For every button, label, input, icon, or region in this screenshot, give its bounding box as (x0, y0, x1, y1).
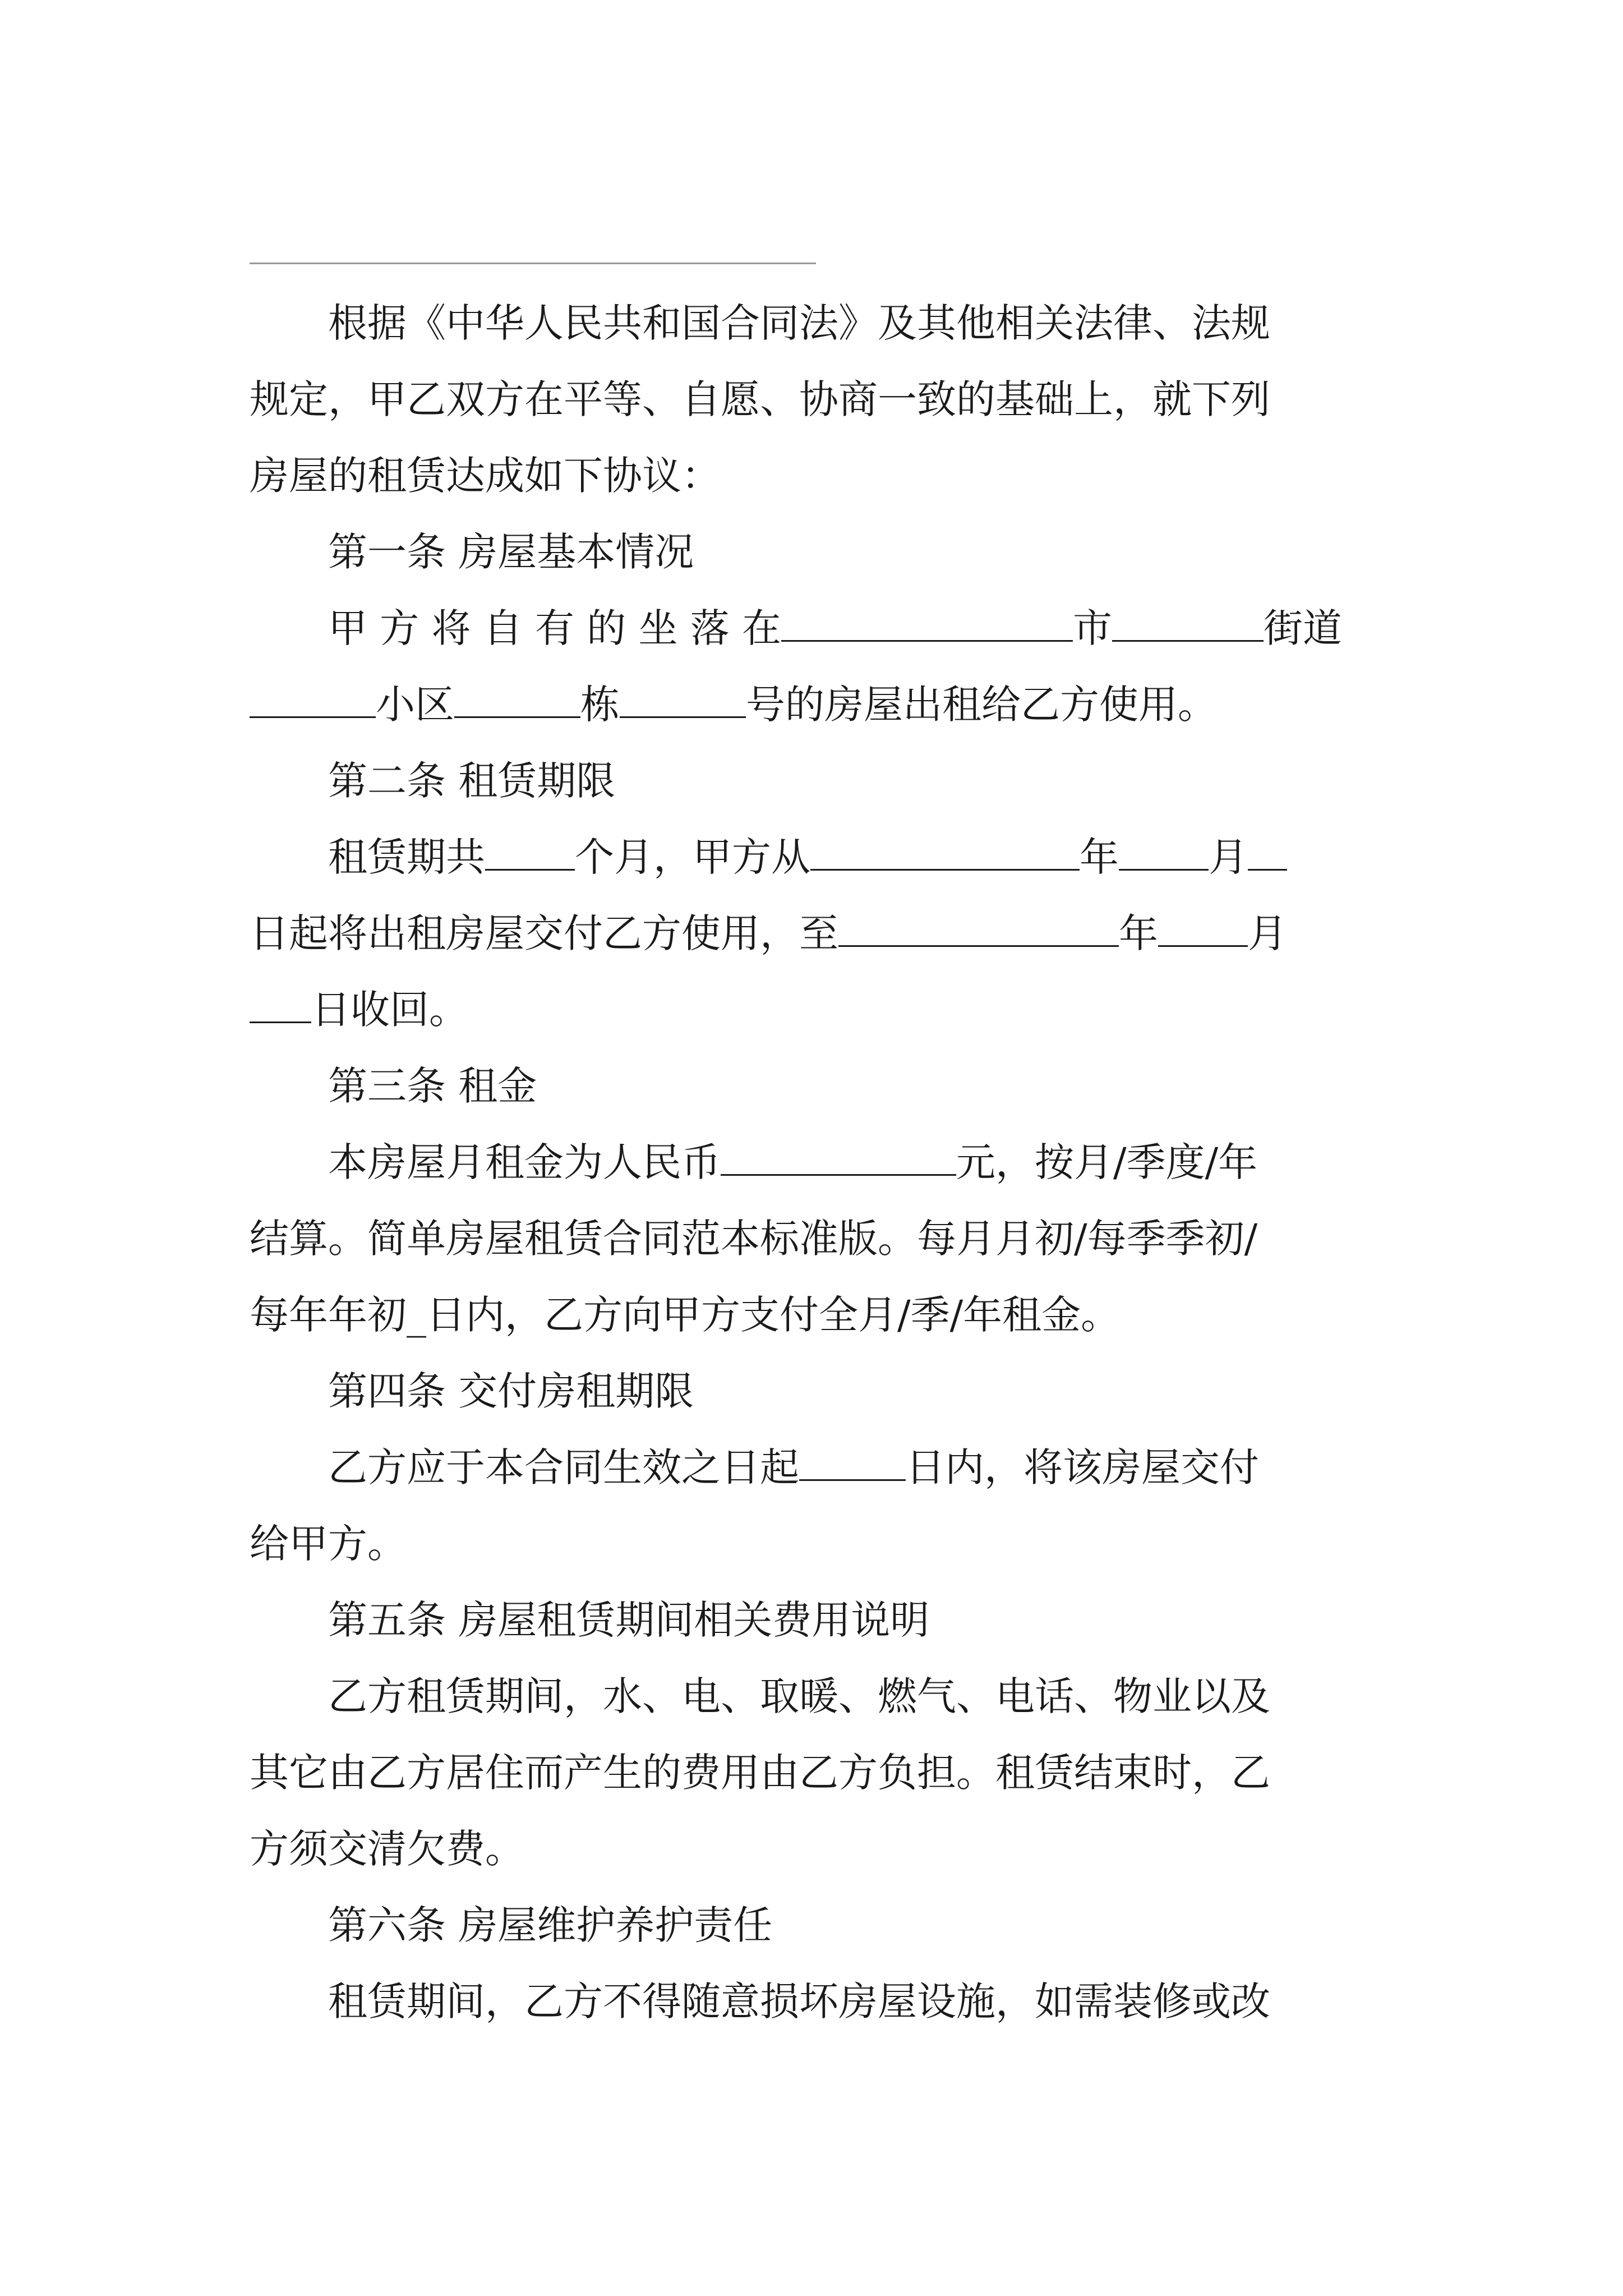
text-segment: 房屋的租赁达成如下协议： (250, 453, 721, 499)
text-segment: 日起将出租房屋交付乙方使用，至 (250, 910, 838, 956)
fill-blank-building (620, 683, 746, 718)
fill-blank-days (799, 1446, 906, 1481)
text-segment: 甲 方 将 自 有 的 坐 落 在 (250, 605, 782, 651)
text-line (250, 830, 1388, 884)
text-segment: 每年年初_日内，乙方向甲方支付全月/季/年租金。 (250, 1292, 1121, 1338)
text-segment: 规定，甲乙双方在平等、自愿、协商一致的基础上，就下列 (250, 376, 1270, 422)
text-line (250, 1517, 1388, 1571)
text-line (250, 1975, 1388, 2028)
text-segment: 其它由乙方居住而产生的费用由乙方负担。租赁结束时，乙 (250, 1750, 1270, 1796)
article-heading (250, 1364, 1388, 1418)
text-line (250, 1212, 1388, 1266)
fill-blank-community (454, 683, 580, 718)
text-line (250, 1441, 1388, 1494)
text-segment: 第二条 租赁期限 (250, 758, 616, 804)
text-segment: 根据《中华人民共和国合同法》及其他相关法律、法规 (250, 300, 1270, 346)
text-segment: 栋 (580, 682, 620, 728)
text-segment: 街道 (1264, 605, 1343, 651)
text-segment: 租赁期共 (250, 834, 485, 880)
fill-blank-end-day (250, 988, 311, 1023)
text-segment: 第六条 房屋维护养护责任 (250, 1902, 773, 1948)
text-segment: 年 (1119, 910, 1158, 956)
text-segment: 日收回。 (311, 987, 468, 1033)
text-segment: 日内，将该房屋交付 (906, 1444, 1259, 1490)
fill-blank-months (485, 835, 575, 871)
text-segment: 乙方应于本合同生效之日起 (250, 1444, 799, 1490)
fill-blank-city (781, 606, 1073, 642)
text-segment: 本房屋月租金为人民币 (250, 1139, 721, 1185)
text-segment: 月 (1209, 834, 1248, 880)
article-heading (250, 1898, 1388, 1952)
text-line (250, 1669, 1388, 1723)
text-line (250, 449, 1388, 503)
article-heading (250, 525, 1388, 579)
fill-blank-start-day (1248, 835, 1287, 871)
fill-blank-end-month (1158, 912, 1248, 947)
text-segment: 月 (1248, 910, 1287, 956)
text-segment: 第一条 房屋基本情况 (250, 529, 694, 575)
text-line (250, 983, 1388, 1037)
fill-blank-start-year (810, 835, 1080, 871)
top-divider (250, 263, 816, 264)
fill-blank-start-month (1119, 835, 1209, 871)
text-line (250, 1288, 1388, 1342)
fill-blank-street (1112, 606, 1264, 642)
text-line (250, 372, 1388, 426)
fill-blank-rent-amount (721, 1140, 956, 1176)
text-segment: 第四条 交付房租期限 (250, 1368, 694, 1414)
text-segment: 第三条 租金 (250, 1063, 537, 1109)
text-segment: 年 (1080, 834, 1119, 880)
text-segment: 小区 (376, 682, 454, 728)
text-line (250, 1746, 1388, 1800)
text-segment: 租赁期间，乙方不得随意损坏房屋设施，如需装修或改 (250, 1978, 1270, 2024)
text-segment: 第五条 房屋租赁期间相关费用说明 (250, 1597, 930, 1643)
text-line (250, 907, 1388, 960)
text-segment: 号的房屋出租给乙方使用。 (746, 682, 1217, 728)
text-segment: 结算。简单房屋租赁合同范本标准版。每月月初/每季季初/ (250, 1216, 1258, 1262)
text-line (250, 296, 1388, 350)
text-segment: 个月，甲方从 (575, 834, 810, 880)
text-line (250, 1135, 1388, 1189)
text-segment: 乙方租赁期间，水、电、取暖、燃气、电话、物业以及 (250, 1673, 1270, 1719)
text-line (250, 601, 1388, 655)
fill-blank-end-year (838, 912, 1119, 947)
text-segment: 元，按月/季度/年 (956, 1139, 1258, 1185)
fill-blank-street-name (250, 683, 376, 718)
text-line (250, 1822, 1388, 1876)
text-line (250, 678, 1388, 731)
article-heading (250, 754, 1388, 808)
text-segment: 市 (1073, 605, 1113, 651)
text-segment: 方须交清欠费。 (250, 1826, 524, 1872)
text-segment: 给甲方。 (250, 1521, 407, 1567)
article-heading (250, 1593, 1388, 1647)
article-heading (250, 1059, 1388, 1113)
